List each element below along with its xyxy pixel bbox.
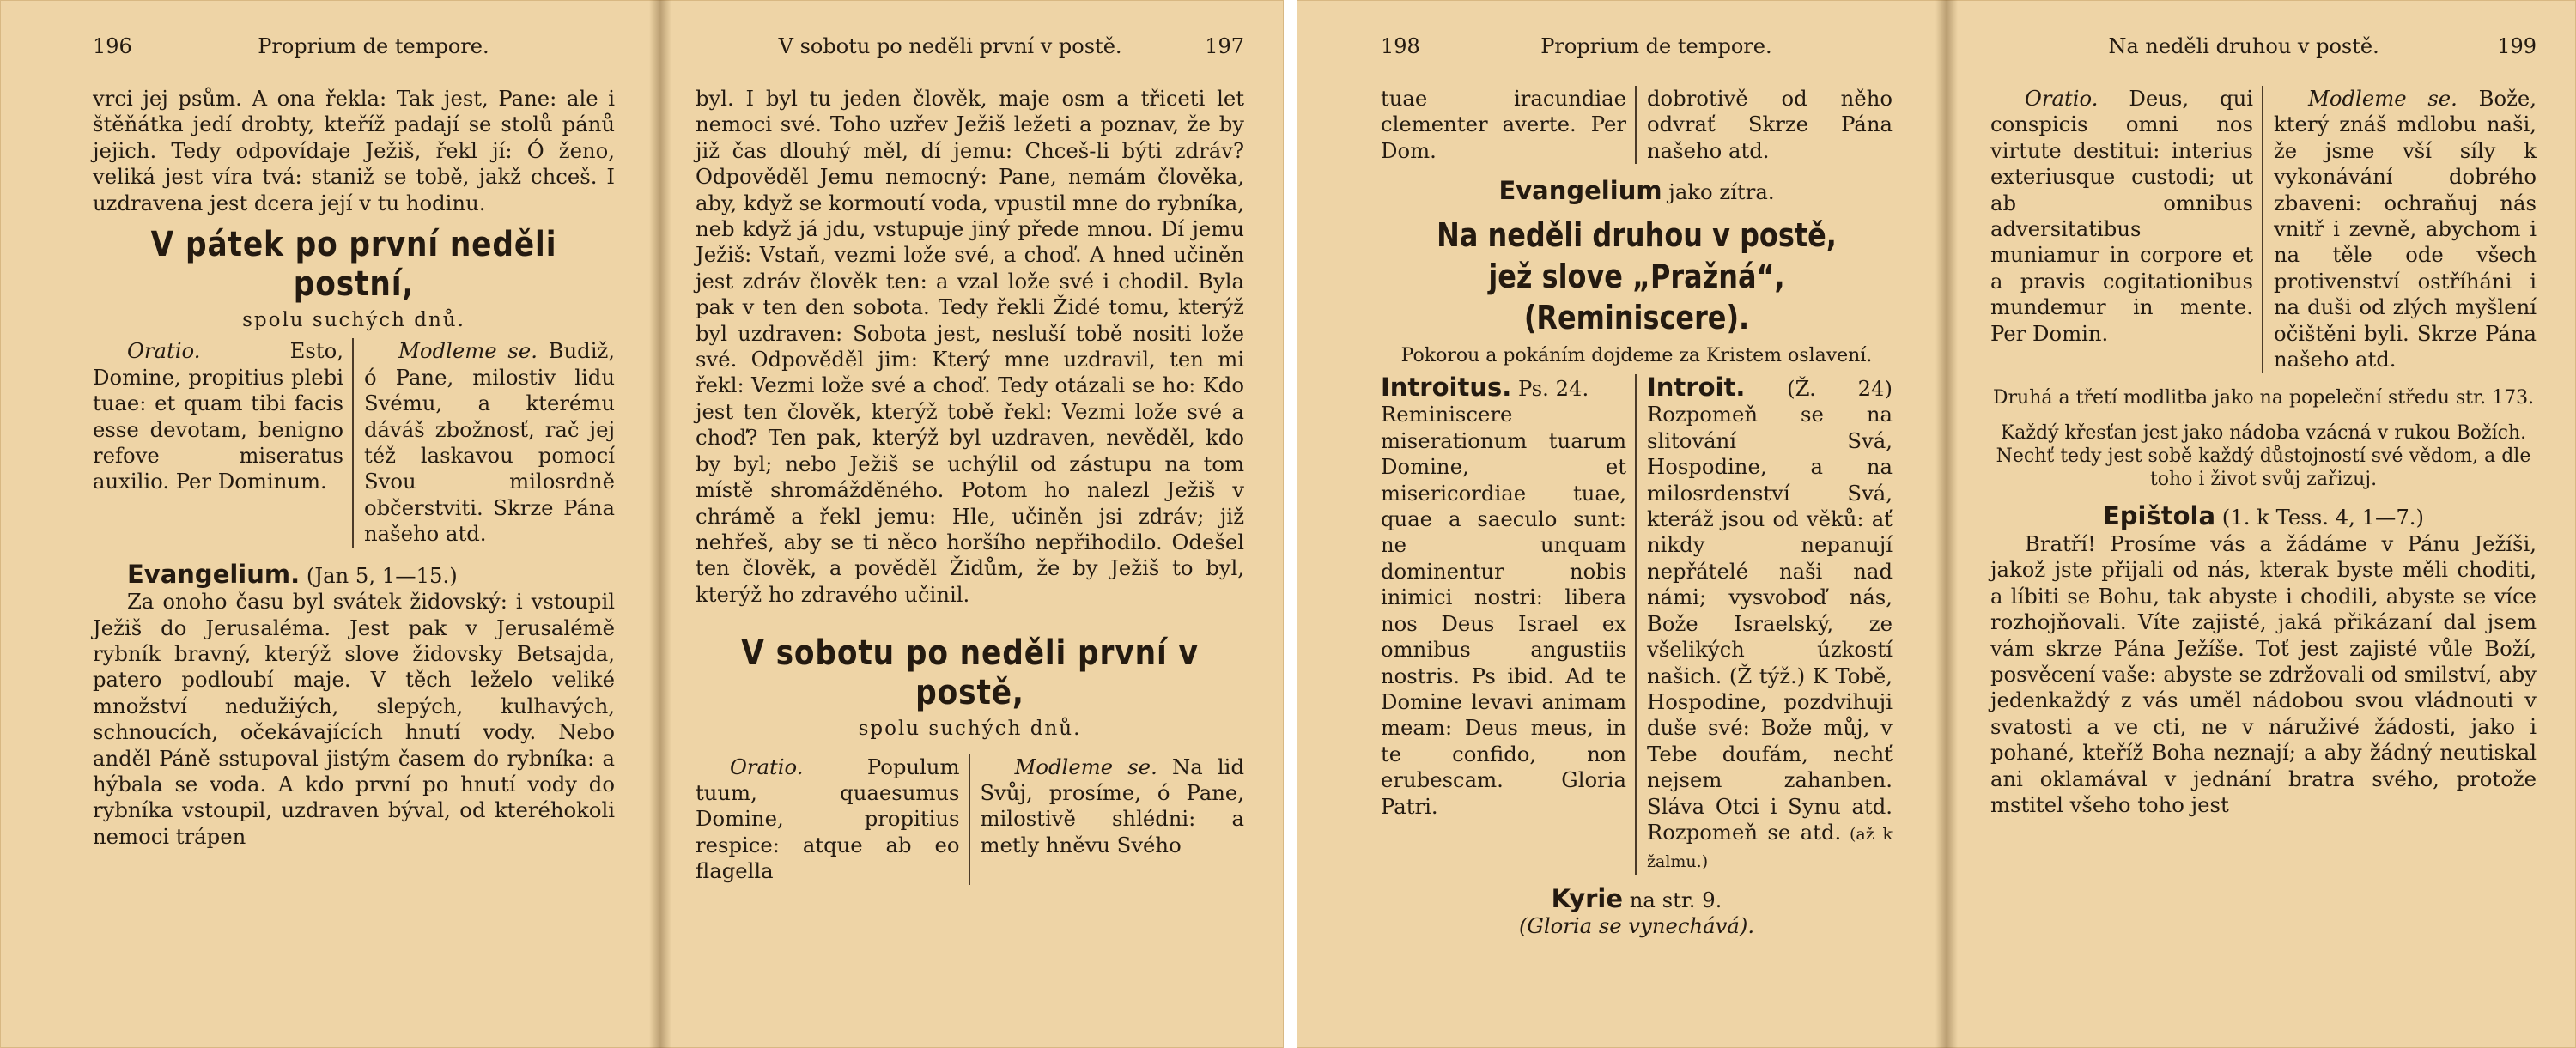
latin-introit bbox=[1381, 374, 1637, 875]
section-subtitle: spolu suchých dnů. bbox=[858, 718, 1082, 741]
latin-prayer bbox=[93, 338, 354, 547]
oratio-text: Esto, Domine, propitius plebi tuae: et quam tibi facis esse devotam, benigno refove miseratus auxilio. Per Dominum. bbox=[93, 338, 343, 494]
modleme-text: Na lid Svůj, prosíme, ó Pane, milostivě shlédni: a metly hněvu Svého bbox=[980, 754, 1245, 857]
reflection-note: Každý křesťan jest jako nádoba vzácná v rukou Božích. Nechť tedy jest sobě každý důstojností své vědom, a dle toho i život svůj zařizuj. bbox=[1996, 422, 2531, 491]
running-title: Na neděli druhou v postě. bbox=[2108, 34, 2379, 58]
kyrie-note: na str. 9. bbox=[1623, 887, 1722, 912]
book-spread-right bbox=[1297, 0, 2576, 1048]
czech-prayer-end: dobrotivě od něho odvrať Skrze Pána našeho atd. bbox=[1647, 86, 1893, 163]
introitus-text: Reminiscere miserationum tuarum Domine, et misericordiae tuae, quae a saeculo sunt: ne unquam dominentur nobis inimici nostri: libera nos Deus Israel ex omnibus angustiis nostris. Ps ibid. Ad te Domine levavi animam meam: Deus meus, in te confido, non erubescam. Gloria Patri. bbox=[1381, 402, 1626, 819]
introit-label: Introit. bbox=[1647, 373, 1746, 403]
oratio-text: Deus, qui conspicis omni nos virtute destitui: interius exteriusque custodi; ut ab omnibus adversitatibus muniamur in corpore et a pravis cogitationibus mundemur in mente. Per Domin. bbox=[1990, 86, 2253, 346]
evangelium-note: jako zítra. bbox=[1662, 179, 1775, 205]
prayer-columns bbox=[93, 338, 615, 547]
section-motto: Pokorou a pokáním dojdeme za Kristem oslavení. bbox=[1400, 344, 1873, 366]
running-head bbox=[696, 34, 1244, 65]
section-subtitle: spolu suchých dnů. bbox=[242, 309, 465, 332]
czech-introit bbox=[1637, 374, 1893, 875]
oratio-label: Oratio. bbox=[730, 754, 804, 779]
evangelium-label: Evangelium bbox=[1498, 176, 1662, 206]
section-title: V sobotu po neděli první v postě, bbox=[741, 633, 1199, 713]
introitus-ref: Ps. 24. bbox=[1511, 376, 1589, 402]
page-number: 196 bbox=[93, 34, 132, 58]
modleme-text: Budiž, ó Pane, milostiv lidu Svému, a kterému dáváš zbožnosť, rač jej též laskavou pomocí Svou milosrdně občerstviti. Skrze Pána našeho atd. bbox=[364, 338, 615, 547]
introit-small-note: (až k žalmu.) bbox=[1647, 824, 1893, 872]
evangelium-text: Za onoho času byl svátek židovský: i vstoupil Ježiš do Jerusaléma. Jest pak v Jerusalémě rybník bravný, kterýž slove židovsky Betsajda, patero podloubí maje. V těch leželo veliké množství nedužiých, slepých, kulhavých, schnoucích, očekávajících hnutí vody. Nebo anděl Páně sstupoval jistým časem do rybníka: a hýbala se voda. A kdo první po hnutí vody do rybníka vstoupil, uzdraven býval, od kteréhokoli nemoci trápen bbox=[93, 589, 615, 849]
oratio-text: Populum tuum, quaesumus Domine, propitius respice: atque ab eo flagella bbox=[696, 754, 960, 884]
continued-text: byl. I byl tu jeden člověk, maje osm a třiceti let nemoci své. Toho uzřev Ježiš ležeti a poznav, že by již čas dlouhý měl, dí jemu: Chceš-li býti zdráv? Odpověděl Jemu nemocný: Pane, nemám člověka, aby, když se kormoutí voda, vpustil mne do rybníka, neb když já jdu, vstupuje jiný přede mnou. Dí jemu Ježiš: Vstaň, vezmi lože své, a choď. A hned učiněn jest zdráv člověk ten: a vzal lože své i chodil. Byla pak v ten den sobota. Tedy řekli Židé tomu, kterýž byl uzdraven: Sobota jest, nesluší tobě nositi lože své. Odpověděl jim: Který mne uzdravil, ten mi řekl: Vezmi lože své a choď. Tedy otázali se ho: Kdo jest ten člověk, kterýž tobě řekl: Vezmi lože své a choď? Ten pak, kterýž byl uzdraven, nevěděl, kdo by byl; nebo Ježiš se uchýlil od zástupu na tom místě shromážděného. Potom ho nalezl Ježiš v chrámě a řekl jemu: Hle, učiněn jsi zdráv; již nehřeš, aby se ti něco horšího nepřihodilo. Odešel ten člověk, a pověděl Židům, že by Ježiš to byl, kterýž ho zdravého učinil. bbox=[696, 86, 1244, 607]
introit-columns bbox=[1381, 374, 1893, 875]
epistola-ref: (1. k Tess. 4, 1—7.) bbox=[2215, 505, 2425, 530]
prayer-columns bbox=[1381, 86, 1893, 164]
prayer-columns bbox=[1990, 86, 2537, 373]
page-number: 198 bbox=[1381, 34, 1420, 58]
evangelium-ref: (Jan 5, 1—15.) bbox=[300, 562, 458, 588]
czech-prayer bbox=[354, 338, 615, 547]
running-head bbox=[1990, 34, 2537, 65]
oratio-label: Oratio. bbox=[2025, 86, 2099, 111]
epistola-text: Bratří! Prosíme vás a žádáme v Pánu Ježíši, jakož jste přijali od nás, kterak byste měli choditi, a líbiti se Bohu, tak abyste i chodili, abyste se více rozhojňovali. Víte zajisté, jaká přikázaní dal jsem vám skrze Pána Ježíše. Toť jest zajisté vůle Boží, posvěcení vaše: abyste se zdržovali od smilství, aby jedenkaždý z vás uměl nádobou svou vládnouti v svatosti a ve cti, ne v náruživé žádosti, jako i pohané, kteříž Boha neznají; a aby žádný neutiskal ani oklamával v jednání bratra svého, protože mstitel všeho toho jest bbox=[1990, 530, 2537, 817]
epistola-label: Epištola bbox=[2102, 501, 2216, 531]
evangelium-label: Evangelium. bbox=[127, 559, 301, 589]
prayer-note: Druhá a třetí modlitba jako na popeleční středu str. 173. bbox=[1992, 387, 2535, 409]
latin-prayer-end: tuae iracundiae clementer averte. Per Dom. bbox=[1381, 86, 1637, 164]
oratio-label: Oratio. bbox=[127, 338, 201, 364]
page-198 bbox=[1297, 0, 1942, 1048]
section-title: V pátek po první neděli postní, bbox=[150, 225, 557, 305]
introitus-label: Introitus. bbox=[1381, 373, 1512, 403]
latin-prayer bbox=[696, 754, 970, 885]
modleme-label: Modleme se. bbox=[398, 338, 538, 364]
page-number: 197 bbox=[1205, 34, 1244, 58]
modleme-text: Bože, který znáš mdlobu naši, že jsme vší síly k vykonávání dobrého zbaveni: ochraňuj nás vnitř i zevně, abychom i na těle ode všech protivenství ostříháni i na duši od zlých myšlení očištěni byli. Skrze Pána našeho atd. bbox=[2274, 86, 2537, 373]
page-199 bbox=[1949, 0, 2576, 1048]
gloria-note: (Gloria se vynechává). bbox=[1518, 913, 1755, 939]
modleme-label: Modleme se. bbox=[2308, 86, 2458, 111]
book-spread-left bbox=[0, 0, 1284, 1048]
page-number: 199 bbox=[2497, 34, 2537, 58]
running-head bbox=[93, 34, 615, 65]
running-title: V sobotu po neděli první v postě. bbox=[778, 34, 1122, 58]
running-title: Proprium de tempore. bbox=[258, 34, 489, 58]
kyrie-label: Kyrie bbox=[1551, 883, 1624, 913]
prayer-columns bbox=[696, 754, 1244, 885]
page-197 bbox=[661, 0, 1284, 1048]
latin-prayer bbox=[1990, 86, 2263, 373]
running-head bbox=[1381, 34, 1893, 65]
czech-prayer bbox=[2263, 86, 2537, 373]
modleme-label: Modleme se. bbox=[1014, 754, 1157, 779]
continued-text: vrci jej psům. A ona řekla: Tak jest, Pane: ale i štěňátka jedí drobty, kteříž padají se stolů pánů jejich. Tedy odpovídaje Ježiš, řekl jí: Ó ženo, veliká jest víra tvá: staniž se tobě, jakž chceš. I uzdravena jest dcera její v tu hodinu. bbox=[93, 86, 615, 215]
section-title: Na neděli druhou v postě, jež slove „Pražná“, (Reminiscere). bbox=[1437, 215, 1837, 336]
page-196 bbox=[0, 0, 654, 1048]
running-title: Proprium de tempore. bbox=[1540, 34, 1772, 58]
introit-ref: (Ž. 24) bbox=[1745, 376, 1893, 402]
czech-prayer bbox=[970, 754, 1245, 885]
introit-text: Rozpomeň se na slitování Svá, Hospodine, a na milosrdenství Svá, kteráž jsou od věků: ať nikdy nepanují nepřátelé naši nad námi; vysvoboď nás, Bože Israelský, ze všelikých úzkostí našich. (Ž týž.) K Tobě, Hospodine, pozdvihuji duše své: Bože můj, v Tebe doufám, nechť nejsem zahanben. Sláva Otci i Synu atd. Rozpomeň se atd. bbox=[1647, 402, 1893, 845]
